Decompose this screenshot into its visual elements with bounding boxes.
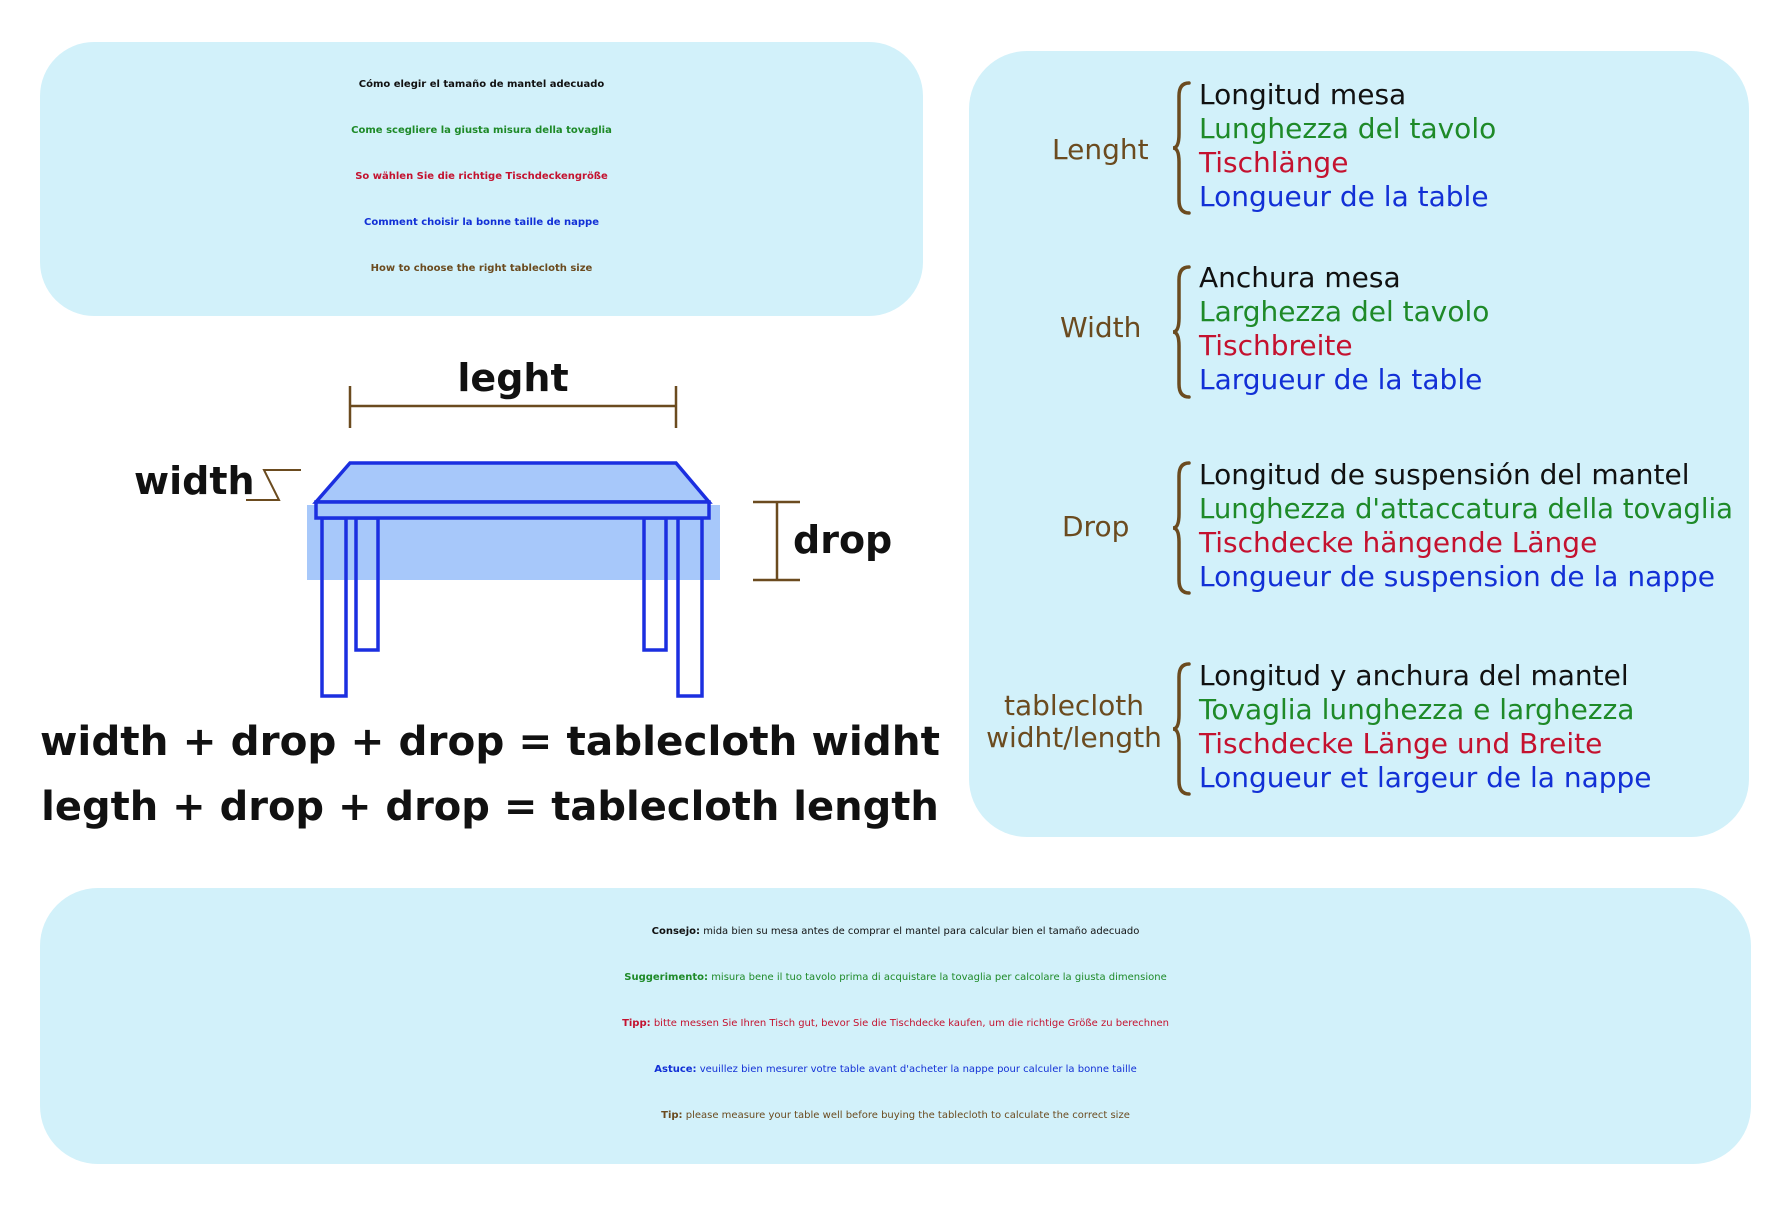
term-tablecloth-size <box>984 690 1164 754</box>
group-drop <box>1199 458 1733 594</box>
tabletop-edge <box>316 502 709 518</box>
table-illustration <box>307 463 720 696</box>
width-label: width <box>134 459 255 503</box>
group-tablecloth-size <box>1199 659 1652 795</box>
group-length <box>1199 78 1496 214</box>
length-label: leght <box>457 356 569 400</box>
tip-italian <box>40 955 1751 1001</box>
tip-french-label: Astuce: <box>654 1064 697 1075</box>
tip-english <box>40 1093 1751 1139</box>
brace-tablecloth-size <box>1171 661 1193 797</box>
tip-french-text: veuillez bien mesurer votre table avant d'acheter la nappe pour calculer la bonne taille <box>696 1064 1137 1075</box>
tablecloth-size-german: Tischdecke Länge und Breite <box>1199 727 1603 760</box>
drop-french: Longueur de suspension de la nappe <box>1199 560 1716 593</box>
tip-english-text: please measure your table well before buying the tablecloth to calculate the correct size <box>682 1110 1130 1121</box>
width-formula: width + drop + drop = tablecloth widht <box>40 717 940 765</box>
term-tablecloth-line2: widht/length <box>986 721 1162 754</box>
width-french: Largueur de la table <box>1199 363 1483 396</box>
tip-spanish-text: mida bien su mesa antes de comprar el mantel para calcular bien el tamaño adecuado <box>700 926 1140 937</box>
tip-english-label: Tip: <box>661 1110 683 1121</box>
title-english: How to choose the right tablecloth size <box>370 263 593 274</box>
tablecloth-size-spanish: Longitud y anchura del mantel <box>1199 659 1629 692</box>
term-drop: Drop <box>1062 510 1130 543</box>
length-italian: Lunghezza del tavolo <box>1199 112 1497 145</box>
tip-german-label: Tipp: <box>622 1018 651 1029</box>
tablecloth-size-italian: Tovaglia lunghezza e larghezza <box>1199 693 1635 726</box>
width-italian: Larghezza del tavolo <box>1199 295 1490 328</box>
term-length: Lenght <box>1052 133 1149 166</box>
brace-length <box>1171 80 1193 216</box>
group-width <box>1199 261 1489 397</box>
tip-spanish <box>40 909 1751 955</box>
drop-german: Tischdecke hängende Länge <box>1199 526 1598 559</box>
title-german: So wählen Sie die richtige Tischdeckengröße <box>355 171 608 182</box>
term-width: Width <box>1060 311 1142 344</box>
tip-german-text: bitte messen Sie Ihren Tisch gut, bevor Sie die Tischdecke kaufen, um die richtige Größe zu berechnen <box>650 1018 1169 1029</box>
tip-german <box>40 1001 1751 1047</box>
brace-drop <box>1171 460 1193 596</box>
title-french: Comment choisir la bonne taille de nappe <box>364 217 599 228</box>
tips-panel <box>40 888 1751 1164</box>
term-tablecloth-line1: tablecloth <box>1004 689 1144 722</box>
width-german: Tischbreite <box>1199 329 1353 362</box>
brace-width <box>1171 264 1193 400</box>
tip-french <box>40 1047 1751 1093</box>
length-formula: legth + drop + drop = tablecloth length <box>41 784 939 830</box>
drop-spanish: Longitud de suspensión del mantel <box>1199 458 1690 491</box>
drop-label: drop <box>793 518 893 562</box>
title-italian: Come scegliere la giusta misura della tovaglia <box>351 125 612 136</box>
title-spanish: Cómo elegir el tamaño de mantel adecuado <box>358 79 605 90</box>
tip-italian-text: misura bene il tuo tavolo prima di acquistare la tovaglia per calcolare la giusta dimensione <box>708 972 1167 983</box>
drop-italian: Lunghezza d'attaccatura della tovaglia <box>1199 493 1734 525</box>
width-spanish: Anchura mesa <box>1199 261 1401 294</box>
length-german: Tischlänge <box>1199 146 1349 179</box>
tip-italian-label: Suggerimento: <box>624 972 709 983</box>
length-spanish: Longitud mesa <box>1199 78 1407 111</box>
tablecloth-size-french: Longueur et largeur de la nappe <box>1199 761 1652 794</box>
tip-spanish-label: Consejo: <box>651 926 701 937</box>
tabletop <box>316 463 709 502</box>
length-french: Longueur de la table <box>1199 180 1489 213</box>
